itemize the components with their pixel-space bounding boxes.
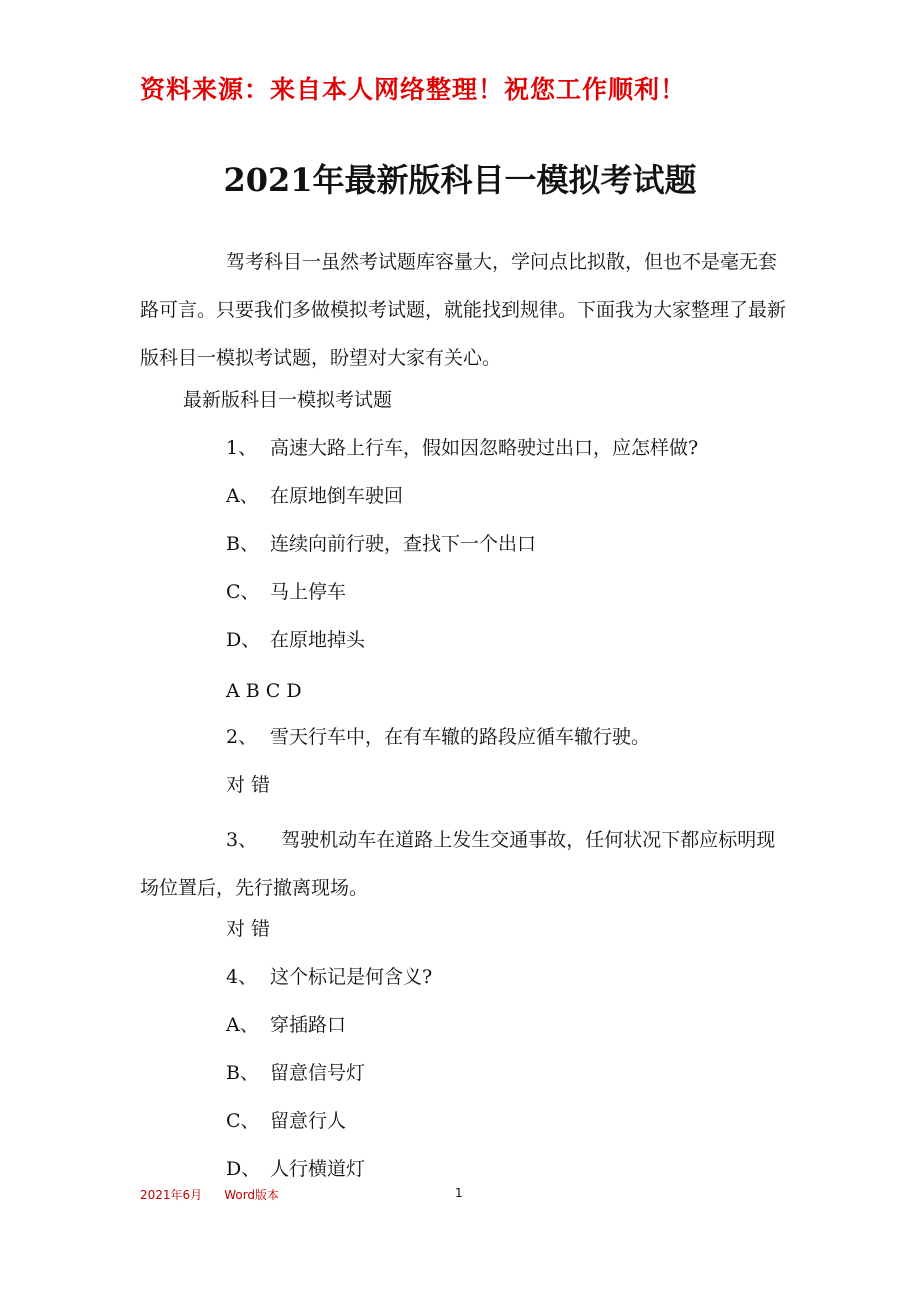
- question-number: 1、: [226, 437, 258, 459]
- option-label: C、: [226, 1110, 260, 1132]
- option-text: 穿插路口: [270, 1014, 347, 1036]
- option-text: 在原地倒车驶回: [270, 485, 404, 507]
- question-1: [226, 433, 698, 463]
- question-3: 3、 驾驶机动车在道路上发生交通事故，任何状况下都应标明现场位置后，先行撤离现场。: [140, 829, 776, 899]
- option-label: C、: [226, 581, 260, 603]
- document-title: 2021年最新版科目一模拟考试题: [223, 161, 697, 199]
- q4-option-d: [226, 1154, 365, 1184]
- option-label: A、: [226, 1014, 259, 1036]
- option-label: B、: [226, 1062, 259, 1084]
- option-text: 在原地掉头: [270, 629, 366, 651]
- option-text: 留意行人: [270, 1110, 347, 1132]
- intro-paragraph: 驾考科目一虽然考试题库容量大，学问点比拟散，但也不是毫无套路可言。只要我们多做模拟考试题，就能找到规律。下面我为大家整理了最新版科目一模拟考试题，盼望对大家有关心。: [140, 251, 787, 369]
- page-number: 1: [455, 1186, 463, 1200]
- question-text: 这个标记是何含义?: [270, 966, 433, 988]
- section-heading: 最新版科目一模拟考试题: [183, 389, 393, 411]
- option-text: 连续向前行驶，查找下一个出口: [270, 533, 537, 555]
- option-text: 马上停车: [270, 581, 347, 603]
- question-number: 4、: [226, 966, 258, 988]
- q4-option-a: [226, 1010, 346, 1040]
- q1-option-d: [226, 625, 365, 655]
- option-text: 人行横道灯: [270, 1158, 366, 1180]
- q2-answer-choices: 对 错: [226, 774, 271, 796]
- question-2: [226, 722, 650, 752]
- option-label: A、: [226, 485, 259, 507]
- q4-option-b: [226, 1058, 365, 1088]
- q1-option-a: [226, 481, 403, 511]
- page-footer: [140, 1186, 279, 1203]
- footer-date: 2021年6月: [140, 1188, 203, 1202]
- footer-version: Word版本: [224, 1188, 280, 1202]
- q1-answer-choices: A B C D: [226, 680, 302, 702]
- question-4: [226, 962, 432, 992]
- q3-answer-choices: 对 错: [226, 918, 271, 940]
- option-label: B、: [226, 533, 259, 555]
- q1-option-b: [226, 529, 536, 559]
- q1-option-c: [226, 577, 346, 607]
- question-number: 2、: [226, 726, 258, 748]
- question-text: 高速大路上行车，假如因忽略驶过出口，应怎样做?: [270, 437, 699, 459]
- question-text: 雪天行车中，在有车辙的路段应循车辙行驶。: [270, 726, 651, 748]
- source-note: 资料来源：来自本人网络整理！祝您工作顺利！: [140, 75, 687, 104]
- option-label: D、: [226, 1158, 261, 1180]
- option-label: D、: [226, 629, 261, 651]
- q4-option-c: [226, 1106, 346, 1136]
- option-text: 留意信号灯: [270, 1062, 366, 1084]
